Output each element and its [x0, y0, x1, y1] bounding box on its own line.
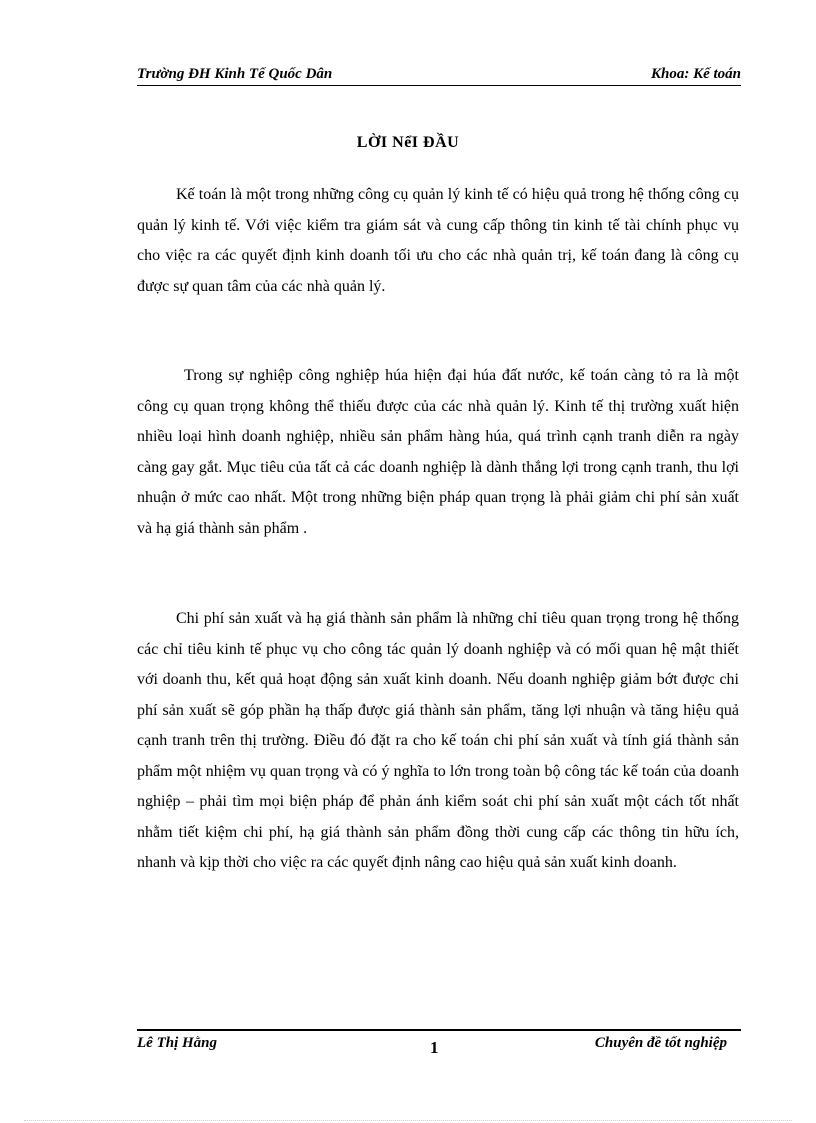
- page-header: [137, 66, 741, 86]
- page-edge-rule: [24, 1120, 792, 1121]
- footer-author: Lê Thị Hằng: [137, 1035, 218, 1051]
- footer-document-type: Chuyên đề tốt nghiệp: [594, 1035, 727, 1051]
- header-department: Khoa: Kế toán: [650, 66, 741, 82]
- header-school: Trường ĐH Kinh Tế Quốc Dân: [137, 66, 333, 82]
- paragraph-2: Trong sự nghiệp công nghiệp húa hiện đại húa đất nước, kế toán càng tỏ ra là một công cụ quan trọng không thể thiếu được của các nhà quản lý. Kinh tế thị trường xuất hiện nhiều loại hình doanh nghiệp, nhiều sản phẩm hàng húa, quá trình cạnh tranh diễn ra ngày càng gay gắt. Mục tiêu của tất cả các doanh nghiệp là dành thắng lợi trong cạnh tranh, thu lợi nhuận ở mức cao nhất. Một trong những biện pháp quan trọng là phải giảm chi phí sản xuất và hạ giá thành sản phẩm .: [137, 367, 739, 537]
- footer-divider: [137, 1029, 741, 1031]
- page-title: LỜI NểI ĐẦU: [356, 134, 460, 151]
- page-footer: [137, 1033, 727, 1063]
- paragraph-3: Chi phí sản xuất và hạ giá thành sản phẩm là những chỉ tiêu quan trọng trong hệ thống các chỉ tiêu kinh tế phục vụ cho công tác quản lý doanh nghiệp và có mối quan hệ mật thiết với doanh thu, kết quả hoạt động sản xuất kinh doanh. Nếu doanh nghiệp giảm bớt được chi phí sản xuất sẽ góp phần hạ thấp được giá thành sản phẩm, tăng lợi nhuận và tăng hiệu quả cạnh tranh trên thị trường. Điều đó đặt ra cho kế toán chi phí sản xuất và tính giá thành sản phẩm một nhiệm vụ quan trọng và có ý nghĩa to lớn trong toàn bộ công tác kế toán của doanh nghiệp – phải tìm mọi biện pháp để phản ánh kiểm soát chi phí sản xuất một cách tốt nhất nhằm tiết kiệm chi phí, hạ giá thành sản phẩm đồng thời cung cấp các thông tin hữu ích, nhanh và kịp thời cho việc ra các quyết định nâng cao hiệu quả sản xuất kinh doanh.: [137, 610, 739, 871]
- page-number: 1: [430, 1038, 439, 1057]
- paragraph-1: Kế toán là một trong những công cụ quản lý kinh tế có hiệu quả trong hệ thống công cụ quản lý kinh tế. Với việc kiểm tra giám sát và cung cấp thông tin kinh tế tài chính phục vụ cho việc ra các quyết định kinh doanh tối ưu cho các nhà quản trị, kế toán đang là công cụ được sự quan tâm của các nhà quản lý.: [137, 186, 739, 295]
